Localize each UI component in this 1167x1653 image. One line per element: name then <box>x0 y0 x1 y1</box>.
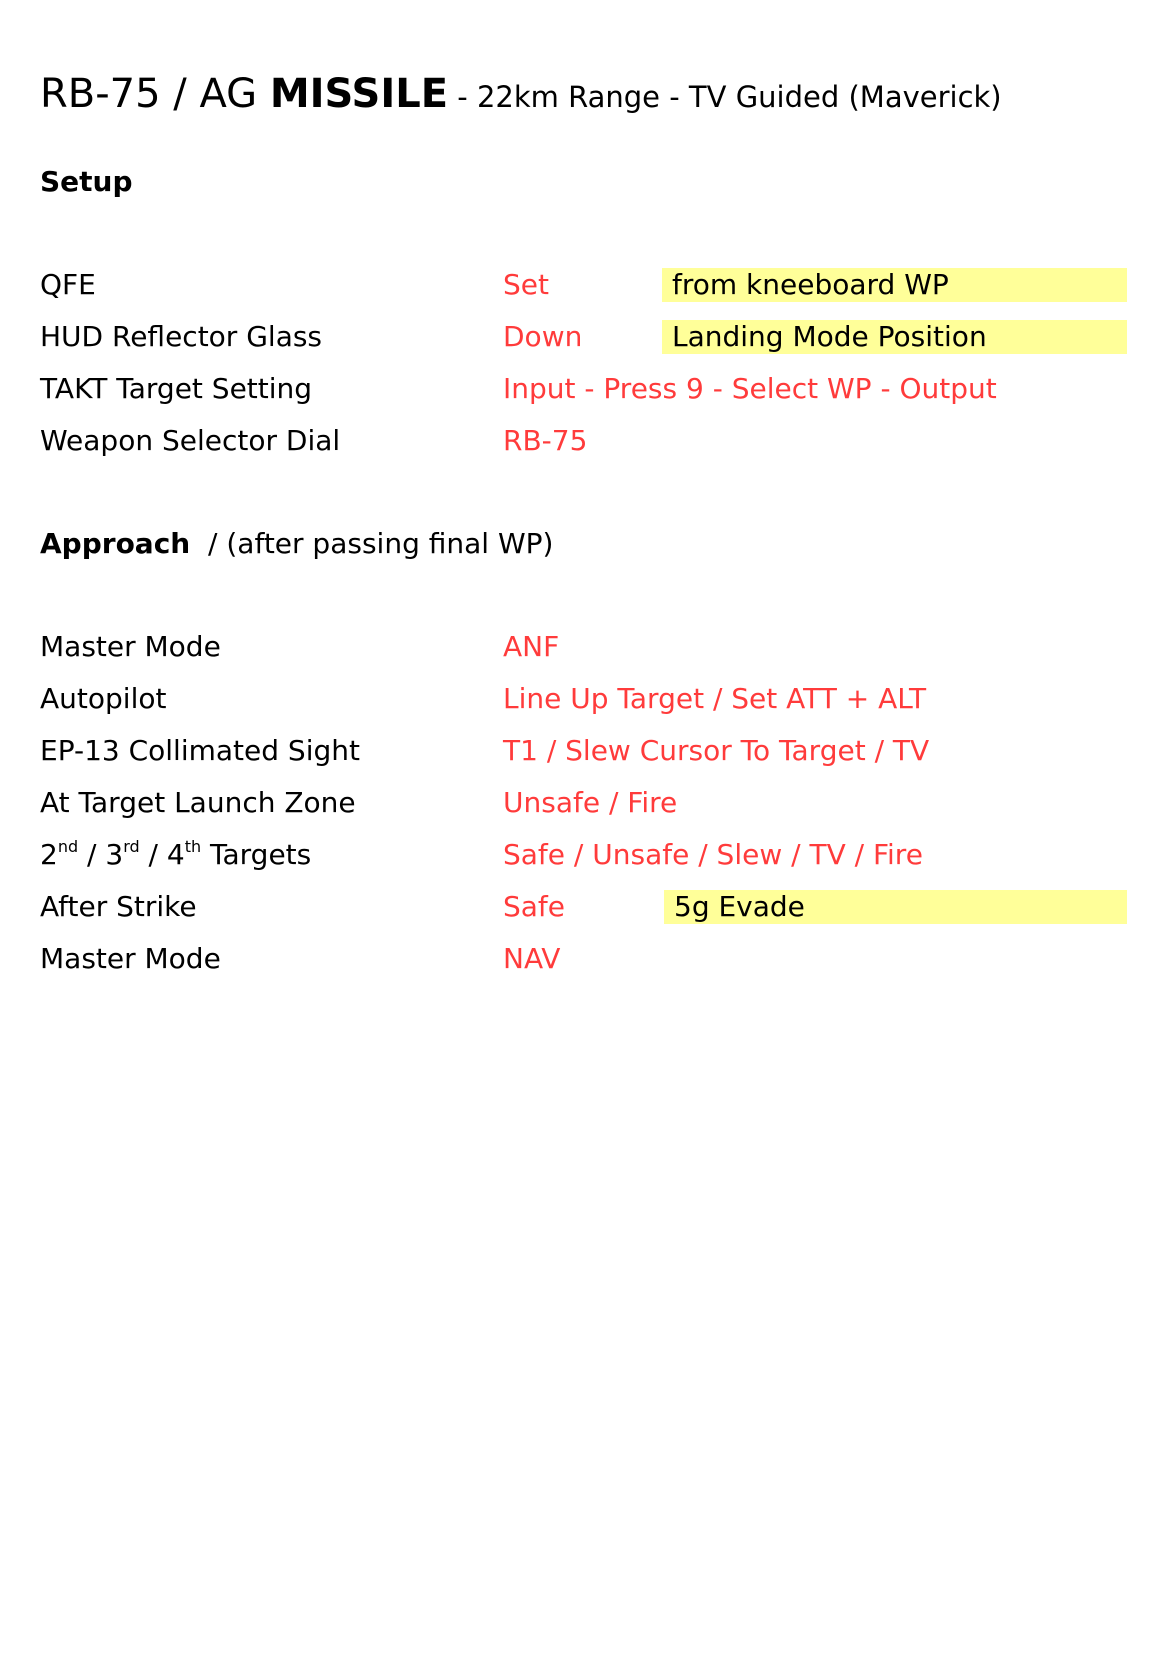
title-part-weapon: RB-75 / AG <box>40 71 270 117</box>
checklist-row <box>0 627 1167 667</box>
approach-subheading-text: / (after passing final WP) <box>190 527 554 560</box>
checklist-item-action: Down <box>503 320 583 353</box>
checklist-item-label: 2nd / 3rd / 4th Targets <box>40 837 312 871</box>
checklist-item-note: Landing Mode Position <box>662 320 1127 354</box>
checklist-item-label: Master Mode <box>40 630 221 663</box>
title-part-missile: MISSILE <box>269 71 449 117</box>
checklist-item-label: EP-13 Collimated Sight <box>40 734 360 767</box>
checklist-row <box>0 679 1167 719</box>
checklist-item-action: Input - Press 9 - Select WP - Output <box>503 372 997 405</box>
checklist-item-action: ANF <box>503 630 560 663</box>
checklist-row <box>0 887 1167 927</box>
section-heading-setup <box>40 165 133 198</box>
checklist-item-note: from kneeboard WP <box>662 268 1127 302</box>
checklist-item-label: At Target Launch Zone <box>40 786 356 819</box>
checklist-item-action: RB-75 <box>503 424 588 457</box>
checklist-item-action: Safe <box>503 890 566 923</box>
checklist-row <box>0 939 1167 979</box>
checklist-item-label: Master Mode <box>40 942 221 975</box>
checklist-item-label: Weapon Selector Dial <box>40 424 341 457</box>
checklist-item-action: T1 / Slew Cursor To Target / TV <box>503 734 930 767</box>
checklist-item-action: Unsafe / Fire <box>503 786 678 819</box>
checklist-item-label: TAKT Target Setting <box>40 372 313 405</box>
checklist-item-label: HUD Reflector Glass <box>40 320 323 353</box>
document-title <box>40 71 1002 117</box>
title-part-details: - 22km Range - TV Guided (Maverick) <box>448 80 1002 114</box>
checklist-item-label: After Strike <box>40 890 197 923</box>
checklist-row <box>0 317 1167 357</box>
checklist-item-action: Safe / Unsafe / Slew / TV / Fire <box>503 838 923 871</box>
approach-heading-text: Approach <box>40 527 191 560</box>
checklist-row <box>0 421 1167 461</box>
setup-heading-text: Setup <box>40 165 133 198</box>
checklist-row <box>0 783 1167 823</box>
checklist-row <box>0 835 1167 875</box>
checklist-item-label: QFE <box>40 268 96 301</box>
checklist-row <box>0 265 1167 305</box>
checklist-item-action: Line Up Target / Set ATT + ALT <box>503 682 927 715</box>
checklist-row <box>0 369 1167 409</box>
checklist-item-label: Autopilot <box>40 682 167 715</box>
checklist-item-action: Set <box>503 268 549 301</box>
checklist-item-note: 5g Evade <box>664 890 1127 924</box>
checklist-row <box>0 731 1167 771</box>
section-heading-approach <box>40 527 554 560</box>
checklist-item-action: NAV <box>503 942 561 975</box>
